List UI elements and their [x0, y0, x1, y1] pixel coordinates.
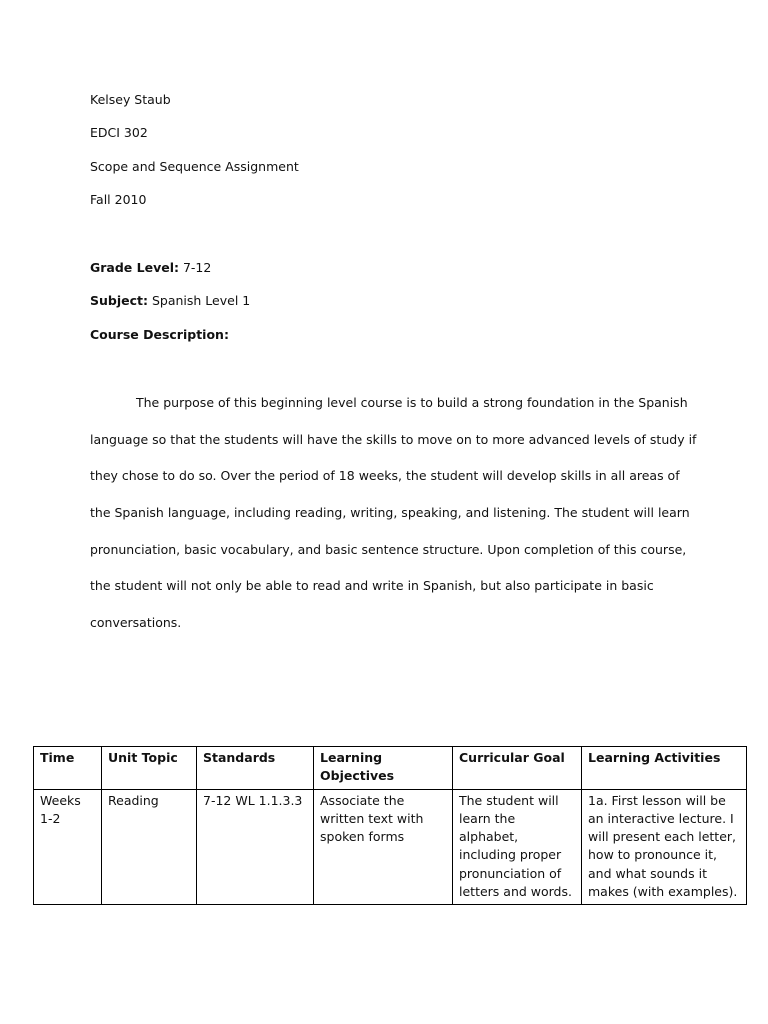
grade-level-line [90, 260, 211, 276]
header-time: Time [34, 747, 102, 790]
cell-standards-text: 7-12 WL 1.1.3.3 [203, 792, 303, 808]
header-unit-topic: Unit Topic [102, 747, 197, 790]
cell-time-text: Weeks 1-2 [40, 792, 81, 826]
cell-learning-objectives-text: Associate the written text with spoken forms [320, 792, 424, 845]
cell-learning-activities [582, 789, 747, 905]
term: Fall 2010 [90, 192, 147, 207]
description-line: conversations. [90, 615, 182, 630]
subject-label: Subject: [90, 293, 148, 308]
author-name: Kelsey Staub [90, 92, 171, 107]
course-code: EDCI 302 [90, 125, 148, 140]
cell-unit-topic [102, 789, 197, 905]
course-description-label: Course Description: [90, 327, 229, 342]
description-line: the student will not only be able to read and write in Spanish, but also participate in basic [90, 578, 654, 593]
cell-curricular-goal-text: The student will learn the alphabet, including proper pronunciation of letters and words. [459, 792, 572, 900]
table-row [34, 789, 747, 905]
header-learning-objectives: Learning Objectives [314, 747, 453, 790]
cell-standards [197, 789, 314, 905]
header-curricular-goal: Curricular Goal [453, 747, 582, 790]
cell-unit-topic-text: Reading [108, 792, 159, 808]
description-line: pronunciation, basic vocabulary, and basic sentence structure. Upon completion of this course, [90, 542, 687, 557]
description-line: they chose to do so. Over the period of 18 weeks, the student will develop skills in all areas of [90, 468, 680, 483]
cell-time [34, 789, 102, 905]
cell-curricular-goal [453, 789, 582, 905]
description-line: language so that the students will have the skills to move on to more advanced levels of study if [90, 432, 697, 447]
header-learning-activities: Learning Activities [582, 747, 747, 790]
assignment-title: Scope and Sequence Assignment [90, 159, 299, 174]
subject-line [90, 293, 250, 309]
grade-level-label: Grade Level: [90, 260, 179, 275]
grade-level-value: 7-12 [179, 260, 212, 275]
table-header-row [34, 747, 747, 790]
header-standards: Standards [197, 747, 314, 790]
description-line: The purpose of this beginning level course is to build a strong foundation in the Spanish [136, 395, 688, 410]
cell-learning-activities-text: 1a. First lesson will be an interactive lecture. I will present each letter, how to pronounce it, and what sounds it makes (with examples). [588, 792, 738, 900]
subject-value: Spanish Level 1 [148, 293, 251, 308]
cell-learning-objectives [314, 789, 453, 905]
description-line: the Spanish language, including reading, writing, speaking, and listening. The student will learn [90, 505, 690, 520]
scope-sequence-table [33, 746, 747, 905]
